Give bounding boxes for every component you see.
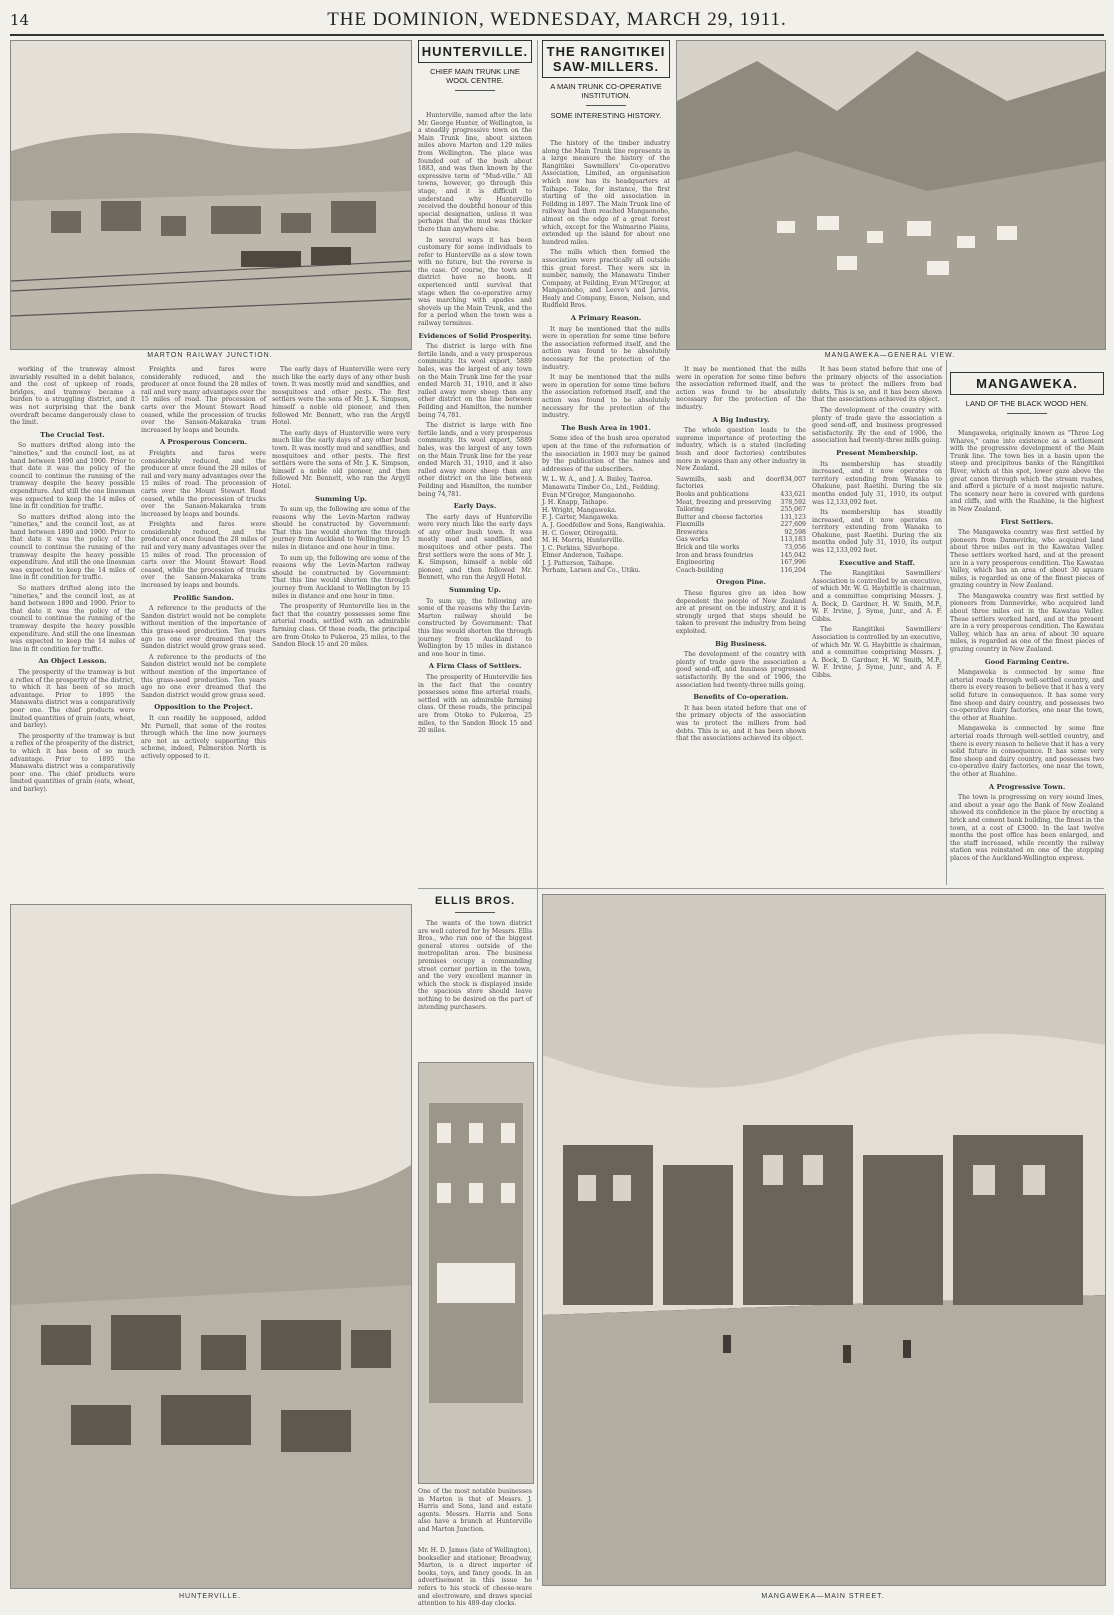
mangaweka-subhead: First Settlers. <box>1000 517 1054 526</box>
marton-subhead: The Crucial Test. <box>40 430 105 439</box>
hunterville-subhead: Early Days. <box>453 502 497 511</box>
export-item: Tailoring <box>676 506 704 514</box>
sawmillers-text: It may be mentioned that the mills were in operation for some time before the association reformed itself, and the action was found to be absolutely necessary for the protection of the industry. <box>542 325 670 371</box>
marton-text: Freights and fares were considerably reduced, and the producer at once found the 28 miles of rail and very many advantages over the 15 miles of road. The procession of carts over the Mount Stewart Road ceased, while the procession of trucks over the Sanson-Makaraka tram increased by leaps and bounds. <box>141 449 266 518</box>
members-list <box>542 476 670 575</box>
mangaweka-subhead: A Progressive Town. <box>988 782 1066 791</box>
marton-railway-photo <box>10 40 412 350</box>
marton-text: The prosperity of the tramway is but a reflex of the prosperity of the district, to which it has been of so much advantage. Prior to 1895 the Manawatu district was a comparatively poor one. The chief products were limited quantities of grain (oats, wheat, and barley). <box>10 668 135 730</box>
table-row <box>676 567 806 575</box>
hunterville-text: To sum up, the following are some of the reasons why the Levin-Marton railway should be constructed by Government: That this line would shorten the through journey from Auckland to Wellington by 15 miles in distance and one hour in time. <box>272 506 410 552</box>
hunterville-text: The early days of Hunterville were very much like the early days of any other bush town. It was mostly mud and sandflies, and mosquitoes and other pests. The first settlers were the sons of Mr. J. K. Simpson, himself a noble old pioneer, and then followed Mr. Bennett, who ran the Argyll Hotel. <box>418 513 532 582</box>
table-row <box>676 491 806 499</box>
export-value: 433,621 <box>780 490 806 498</box>
hunterville-text: To sum up, the following are some of the reasons why the Levin-Marton railway should be constructed by Government: That this line would shorten the through journey from Auckland to Wellington by 15 miles in distance and one hour in time. <box>272 554 410 600</box>
hunterville-subhead: Evidences of Solid Prosperity. <box>418 331 532 340</box>
photo-illustration-icon <box>11 41 411 349</box>
table-row <box>676 559 806 567</box>
mangaweka-text: The Mangaweka country was first settled by pioneers from Dannevirke, who acquired land about three miles out in the Kawatau Valley. These settlers worked hard, and at the present are in a very prosperous condition. The Kawatau Valley, which has an area of about 30 square miles, is regarded as one of the finest pieces of grazing country in New Zealand. <box>950 529 1104 590</box>
export-item: Flaxmills <box>676 521 705 529</box>
member-item: H. C. Gower, Otiregaitii. <box>542 529 618 537</box>
sawmillers-text: Its membership has steadily increased, and it now operates on territory extending from Wanaka to Ohakune, past Raetihi. During the six months ended July 31, 1910, its output was 12,133,092 feet. <box>812 509 942 555</box>
sawmillers-text: The development of the country with plenty of trade gave the association a good send-off, and business progressed satisfactorily. By the end of 1906, the association had twenty-three mills going. <box>812 406 942 445</box>
export-value: 145,042 <box>780 551 806 559</box>
sawmillers-subhead: Executive and Staff. <box>839 558 915 567</box>
hunterville-text: The prosperity of Hunterville lies in the fact that the country possesses some fine arterial roads, settled with an admirable farming class. Of these roads, the principal are from Otoko to Pukeroa, 25 miles, to the Sandon Block 15 and 20 miles. <box>418 673 532 735</box>
mangaweka-general-photo <box>676 40 1106 350</box>
ellis-text: The wants of the town district are well catered for by Messrs. Ellis Bros., who run one of the biggest general stores outside of the metropolitan area. The business premises occupy a commanding street corner portion in the town, and the very excellent manner in which the stock is displayed inside the spacious store should leave nothing to be desired on the part of intending purchasers. <box>418 920 532 1011</box>
caption-hunterville: HUNTERVILLE. <box>178 1593 242 1600</box>
mangaweka-col <box>950 430 1104 880</box>
export-value: 92,598 <box>784 528 806 536</box>
marton-text: A reference to the products of the Sandon district would not be complete without mention of the importance of this grass-seed production. Ten years ago no one ever dreamed that the Sandon district would grow grass seed. <box>141 605 266 651</box>
ellis-photo <box>418 1062 534 1484</box>
james-text: Mr. H. D. James (late of Wellington), bookseller and stationer, Broadway, Marton, is a direct importer of books, toys, and fancy goods. In an advertisement in this issue he refers to his stock of cheese-ware and electroware, and draws special attention to his 489-day clocks. <box>418 1547 532 1608</box>
hunterville-text: Hunterville, named after the late Mr. George Hunter, of Wellington, is a steadily progressive town on the Main Trunk line, about sixteen miles above Marton and 129 miles from Wellington. The place was founded out of the bush about 1883, and was then known by the expressive term of "Mud-ville." All towns, however, go through this stage, and it is difficult to understand why Hunterville received the doubtful honour of this special designation, unless it was perhaps that the mud was thicker there than anywhere else. <box>418 112 532 233</box>
sawmillers-text: The Rangitikei Sawmillers' Association is controlled by an executive, of which Mr. W. G. Haybittle is chairman, and a committee comprising Messrs. J. A. Bock, D. Gardner, H. W. Smith, M.P., W. F. Irvine, J. Syme, Junr., and A. F. Gibbs. <box>812 570 942 623</box>
marton-subhead: Prolific Sandon. <box>173 593 234 602</box>
sawmillers-text: These figures give an idea how dependent the people of New Zealand are at present on the industry, and it is strongly urged that steps should be taken to prevent the industry from being exploited. <box>676 590 806 635</box>
marton-subhead: Opposition to the Project. <box>154 703 253 712</box>
sawmillers-subhead: A Primary Reason. <box>570 314 642 323</box>
sawmillers-col-3 <box>676 366 806 886</box>
export-value: 227,609 <box>780 521 806 529</box>
hunterville-text: In several ways it has been customary for some individuals to refer to Hunterville as a slow town with no future, but the reverse is the case. Of course, the town and district have no boom. It experienced until survival that stage when the co-operative army was marching with spades and shovels up the Main Trunk, and the for a period when the town was a railway terminus. <box>418 236 532 328</box>
marton-subhead: An Object Lesson. <box>38 657 107 666</box>
hunterville-headline: HUNTERVILLE. <box>418 40 532 63</box>
sawmillers-subhead-2: SOME INTERESTING HISTORY. <box>550 111 662 120</box>
caption-mangaweka-general: MANGAWEKA—GENERAL VIEW. <box>824 352 956 359</box>
export-value: 131,123 <box>780 513 806 521</box>
member-item: J. C. Perkins, Silverhope. <box>542 544 620 552</box>
sawmillers-text: It has been stated before that one of the primary objects of the association was to protect the millers from bad debts. This is so, and it has been shown that the associations achieved its object. <box>676 704 806 743</box>
export-item: Breweries <box>676 528 708 536</box>
marton-text: So matters drifted along into the "nineties," and the council lost, as at hand between 1890 and 1900. Prior to that date it was the policy of the council to continue the running of the tramway despite the heavy possible expenditure. And still the one linesman was expected to keep the 14 miles of line in fit condition for traffic. <box>10 513 135 582</box>
export-item: Books and publications <box>676 490 749 498</box>
table-row <box>676 544 806 552</box>
marton-text: A reference to the products of the Sandon district would not be complete without mention of the importance of this grass-seed production. Ten years ago no one ever dreamed that the Sandon district would grow grass seed. <box>141 653 266 699</box>
mangaweka-text: Mangaweka is connected by some fine arterial roads through well-settled country, and there is every reason to believe that it has a very solid future in consequence. It has some very fine sheep and dairy country, and possesses two co-operative dairy factories, one near the town, the other at Ruahine. <box>950 669 1104 722</box>
mangaweka-header <box>950 372 1104 419</box>
member-item: Evan M'Gregor, Mangaonoho. <box>542 491 636 499</box>
marton-col-2 <box>141 366 266 896</box>
hunterville-col-1 <box>418 112 532 850</box>
export-value: 378,592 <box>780 498 806 506</box>
sawmillers-text: It may be mentioned that the mills were in operation for some time before the association reformed itself, and the action was found to be absolutely necessary for the protection of the industry. <box>542 374 670 420</box>
sawmillers-text: It may be mentioned that the mills were in operation for some time before the association reformed itself, and the action was found to be absolutely necessary for the protection of the industry. <box>676 366 806 411</box>
marton-col-3 <box>272 366 410 896</box>
caption-mangaweka-street: MANGAWEKA—MAIN STREET. <box>761 1593 885 1600</box>
hunterville-subhead: CHIEF MAIN TRUNK LINE WOOL CENTRE. <box>430 67 520 85</box>
export-item: Butter and cheese factories <box>676 513 763 521</box>
export-item: Sawmills, sash and door factories <box>676 475 781 491</box>
member-item: Elmer Anderson, Taihape. <box>542 552 624 560</box>
member-item: A. J. Goodfellow and Sons, Rangiwahia. <box>542 521 666 529</box>
export-item: Coach-building <box>676 566 724 574</box>
sawmillers-col-4 <box>812 366 942 886</box>
mangaweka-text: The Mangaweka country was first settled by pioneers from Dannevirke, who acquired land about three miles out in the Kawatau Valley. These settlers worked hard, and at the present are in a very prosperous condition. The Kawatau Valley, which has an area of about 30 square miles, is regarded as one of the finest pieces of grazing country in New Zealand. <box>950 592 1104 654</box>
marton-text: Freights and fares were considerably reduced, and the producer at once found the 28 miles of rail and very many advantages over the 15 miles of road. The procession of carts over the Mount Stewart Road ceased, while the procession of trucks over the Sanson-Makaraka tram increased by leaps and bounds. <box>141 521 266 590</box>
table-row <box>676 529 806 537</box>
photo-illustration-icon <box>11 905 411 1588</box>
export-value: 116,204 <box>780 566 806 574</box>
export-value: 113,183 <box>780 536 806 544</box>
marton-col-1 <box>10 366 135 896</box>
ellis-col <box>418 920 532 1060</box>
table-row <box>676 514 806 522</box>
export-value: 167,996 <box>780 559 806 567</box>
member-item: H. Wright, Mangaweka. <box>542 506 617 514</box>
export-item: Brick and tile works <box>676 544 740 552</box>
sawmillers-text: The Rangitikei Sawmillers' Association is controlled by an executive, of which Mr. W. G. Haybittle is chairman, and a committee comprising Messrs. J. A. Bock, D. Gardner, H. W. Smith, M.P., W. F. Irvine, J. Syme, Junr., and A. F. Gibbs. <box>812 626 942 679</box>
member-item: Perham, Larsen and Co., Utiku. <box>542 567 641 575</box>
sawmillers-subhead: The Bush Area in 1901. <box>561 423 651 432</box>
sawmillers-subhead: Oregon Pine. <box>716 578 766 587</box>
sawmillers-text: It has been stated before that one of the primary objects of the association was to protect the millers from bad debts. This is so, and it has been shown that the associations achieved its object. <box>812 366 942 404</box>
newspaper-title: THE DOMINION, WEDNESDAY, MARCH 29, 1911. <box>327 9 787 30</box>
harris-ad <box>418 1488 532 1543</box>
hunterville-subhead: A Firm Class of Settlers. <box>428 662 522 671</box>
sawmillers-subhead: A MAIN TRUNK CO-OPERATIVE INSTITUTION. <box>550 82 662 100</box>
ellis-headline: ELLIS BROS. <box>434 895 516 907</box>
marton-text: working of the tramway almost invariably resulted in a debit balance, and the cost of upkeep of roads, bridges, and tramway became a burden to a struggling district, and it was not surprising that the bank overdraft became dangerously close to the limit. <box>10 366 135 427</box>
sawmillers-header <box>542 40 670 120</box>
marton-text: So matters drifted along into the "nineties," and the council lost, as at hand between 1890 and 1900. Prior to that date it was the policy of the council to continue the running of the tramway despite the heavy possible expenditure. And still the one linesman was expected to keep the 14 miles of line in fit condition for traffic. <box>10 585 135 653</box>
masthead <box>10 6 1104 36</box>
member-item: W. L. W. A., and J. A. Bailey, Taoroa. <box>542 476 653 484</box>
hunterville-header <box>418 40 532 96</box>
marton-text: So matters drifted along into the "nineties," and the council lost, as at hand between 1890 and 1900. Prior to that date it was the policy of the council to continue the running of the tramway despite the heavy possible expenditure. And still the one linesman was expected to keep the 14 miles of line in fit condition for traffic. <box>10 442 135 511</box>
marton-subhead: A Prosperous Concern. <box>159 438 248 447</box>
sawmillers-text: The whole question leads to the supreme importance of protecting the industry, which is a stated (including bush and door factories) contributes more in wages than any other industry in New Zealand. <box>676 427 806 473</box>
sawmillers-text: Its membership has steadily increased, and it now operates on territory extending from Wanaka to Ohakune, past Raetihi. During the six months ended July 31, 1910, its output was 12,133,092 feet. <box>812 460 942 506</box>
export-value: 73,056 <box>784 544 806 552</box>
sawmillers-subhead: A Big Industry. <box>712 415 770 424</box>
hunterville-subhead: Summing Up. <box>315 494 367 503</box>
sawmillers-text: The mills which then formed the association were practically all outside this great forest. They were six in number, namely, the Manawatu Timber Company, at Feilding, Evan M'Gregor, at Mangaonoho, and Leeve's and Jarvis, Healy and Company, Esson, Nelson, and Rudfield Bros. <box>542 249 670 310</box>
sawmillers-headline: THE RANGITIKEI SAW-MILLERS. <box>542 40 670 78</box>
photo-illustration-icon <box>677 41 1105 349</box>
table-row <box>676 552 806 560</box>
ellis-header <box>418 895 532 918</box>
marton-text: It can readily be supposed, added Mr. Purnell, that some of the routes through which the line now journeys are not as actively supporting this scheme, indeed, Palmerston North is actively opposed to it. <box>141 714 266 760</box>
hunterville-photo <box>10 904 412 1589</box>
hunterville-subhead: Summing Up. <box>449 586 501 595</box>
photo-illustration-icon <box>543 895 1105 1585</box>
mangaweka-text: The town is progressing on very sound lines, and about a year ago the Bank of New Zealand showed its confidence in the place by erecting a brick and cement bank building, the finest in the town, at a cost of £3000. In the last twelve months the post office has been enlarged, and the staff increased, while recently the railway station was reinstated on one of the stopping places of the Auckland-Wellington express. <box>950 794 1104 862</box>
mangaweka-subhead: Good Farming Centre. <box>984 657 1070 666</box>
mangaweka-text: Mangaweka is connected by some fine arterial roads through well-settled country, and there is every reason to believe that it has a very solid future in consequence. It has some very fine sheep and dairy country, and possesses two co-operative dairy factories, one near the town, the other at Ruahine. <box>950 725 1104 778</box>
table-row <box>676 476 806 491</box>
export-item: Engineering <box>676 559 715 567</box>
export-value: 255,067 <box>780 506 806 514</box>
harris-text: One of the most notable businesses in Marton is that of Messrs. J. Harris and Sons, land and estate agents. Messrs. Harris and Sons also have a branch at Hunterville and Marton Junction. <box>418 1488 532 1533</box>
james-ad <box>418 1547 532 1608</box>
hunterville-text: The early days of Hunterville were very much like the early days of any other bush town. It was mostly mud and sandflies, and mosquitoes and other pests. The first settlers were the sons of Mr. J. K. Simpson, himself a noble old pioneer, and then followed Mr. Bennett, who ran the Argyll Hotel. <box>272 429 410 490</box>
sawmillers-col-1 <box>542 140 670 885</box>
member-item: J. J. Patterson, Taihape. <box>542 559 615 567</box>
mangaweka-headline: MANGAWEKA. <box>950 372 1104 395</box>
photo-illustration-icon <box>419 1063 533 1483</box>
exports-table <box>676 476 806 575</box>
hunterville-text: To sum up, the following are some of the reasons why the Levin-Marton railway should be constructed by Government: That this line would shorten the through journey from Auckland to Wellington by 15 miles in distance and one hour in time. <box>418 597 532 658</box>
mangaweka-street-photo <box>542 894 1106 1586</box>
marton-text: The prosperity of the tramway is but a reflex of the prosperity of the district, to which it has been of so much advantage. Prior to 1895 the Manawatu district was a comparatively poor one. The chief products were limited quantities of grain (oats, wheat, and barley). <box>10 732 135 793</box>
table-row <box>676 499 806 507</box>
export-item: Gas works <box>676 536 709 544</box>
sawmillers-subhead: Big Business. <box>715 639 767 648</box>
marton-text: Freights and fares were considerably reduced, and the producer at once found the 28 miles of rail and very many advantages over the 15 miles of road. The procession of carts over the Mount Stewart Road ceased, while the procession of trucks over the Sanson-Makaraka tram increased by leaps and bounds. <box>141 366 266 434</box>
sawmillers-text: The history of the timber industry along the Main Trunk line represents in a large measure the history of the Rangitikei Sawmillers' Co-operative Association, Limited, an organisation which now has its headquarters at Taihape. Take, for instance, the first starting of the old association in Feilding in 1897. The Main Trunk line of railway had then reached Mangaonoho, almost on the edge of a great forest which, except for the Waimarino Plains, extended up the island for about one hundred miles. <box>542 140 670 246</box>
hunterville-text: The early days of Hunterville were very much like the early days of any other bush town. It was mostly mud and sandflies, and mosquitoes and other pests. The first settlers were the sons of Mr. J. K. Simpson, himself a noble old pioneer, and then followed Mr. Bennett, who ran the Argyll Hotel. <box>272 366 410 427</box>
sawmillers-text: The development of the country with plenty of trade gave the association a good send-off, and business progressed satisfactorily. By the end of 1906, the association had twenty-three mills going. <box>676 651 806 689</box>
table-row <box>676 521 806 529</box>
member-item: Manawatu Timber Co., Ltd., Feilding. <box>542 483 660 491</box>
hunterville-text: The district is large with fine fertile lands, and a very prosperous community. Its wool export, 5889 bales, was the largest of any town on the Main Trunk line for the year ended March 31, 1910, and it also railed away more sheep than any other district on the line between Feilding and Hamilton, the number being 74,781. <box>418 343 532 419</box>
page-number: 14 <box>10 11 30 29</box>
mangaweka-subhead: LAND OF THE BLACK WOOD HEN. <box>965 399 1089 408</box>
table-row <box>676 536 806 544</box>
table-row <box>676 506 806 514</box>
member-item: M. H. Morris, Hunterville. <box>542 537 625 545</box>
export-item: Iron and brass foundries <box>676 551 754 559</box>
export-value: 834,007 <box>780 475 806 483</box>
hunterville-text: The district is large with fine fertile lands, and a very prosperous community. Its wool export, 5889 bales, was the largest of any town on the Main Trunk line for the year ended March 31, 1910, and it also railed away more sheep than any other district on the line between Feilding and Hamilton, the number being 74,781. <box>418 422 532 498</box>
sawmillers-subhead: Present Membership. <box>836 448 918 457</box>
export-item: Meat, freezing and preserving <box>676 498 772 506</box>
mangaweka-text: Mangaweka, originally known as "Three Log Whares," came into existence as a settlement with the progressive development of the Main Trunk line. The town lies in a basin upon the steep and precipitous banks of the Rangitikei River, which at this spot, lower gaze above the great canon through which the stream rushes, and afford a picture of a most majestic nature. The scenery near here is covered with gardens and cliffs, and with the Ruahine, is the highest in New Zealand. <box>950 430 1104 513</box>
sawmillers-text: Some idea of the bush area operated upon at the time of the reformation of the association in 1903 may be gained by the publication of the names and addresses of the subscribers. <box>542 435 670 473</box>
member-item: F. J. Carter, Mangaweka. <box>542 514 619 522</box>
sawmillers-subhead: Benefits of Co-operation. <box>693 693 789 702</box>
hunterville-text: The prosperity of Hunterville lies in the fact that the country possesses some fine arterial roads, settled with an admirable farming class. Of these roads, the principal are from Otoko to Pukeroa, 25 miles, to the Sandon Block 15 and 20 miles. <box>272 603 410 649</box>
member-item: J. H. Knapp, Taihape. <box>542 499 608 507</box>
caption-marton-railway: MARTON RAILWAY JUNCTION. <box>147 352 273 359</box>
